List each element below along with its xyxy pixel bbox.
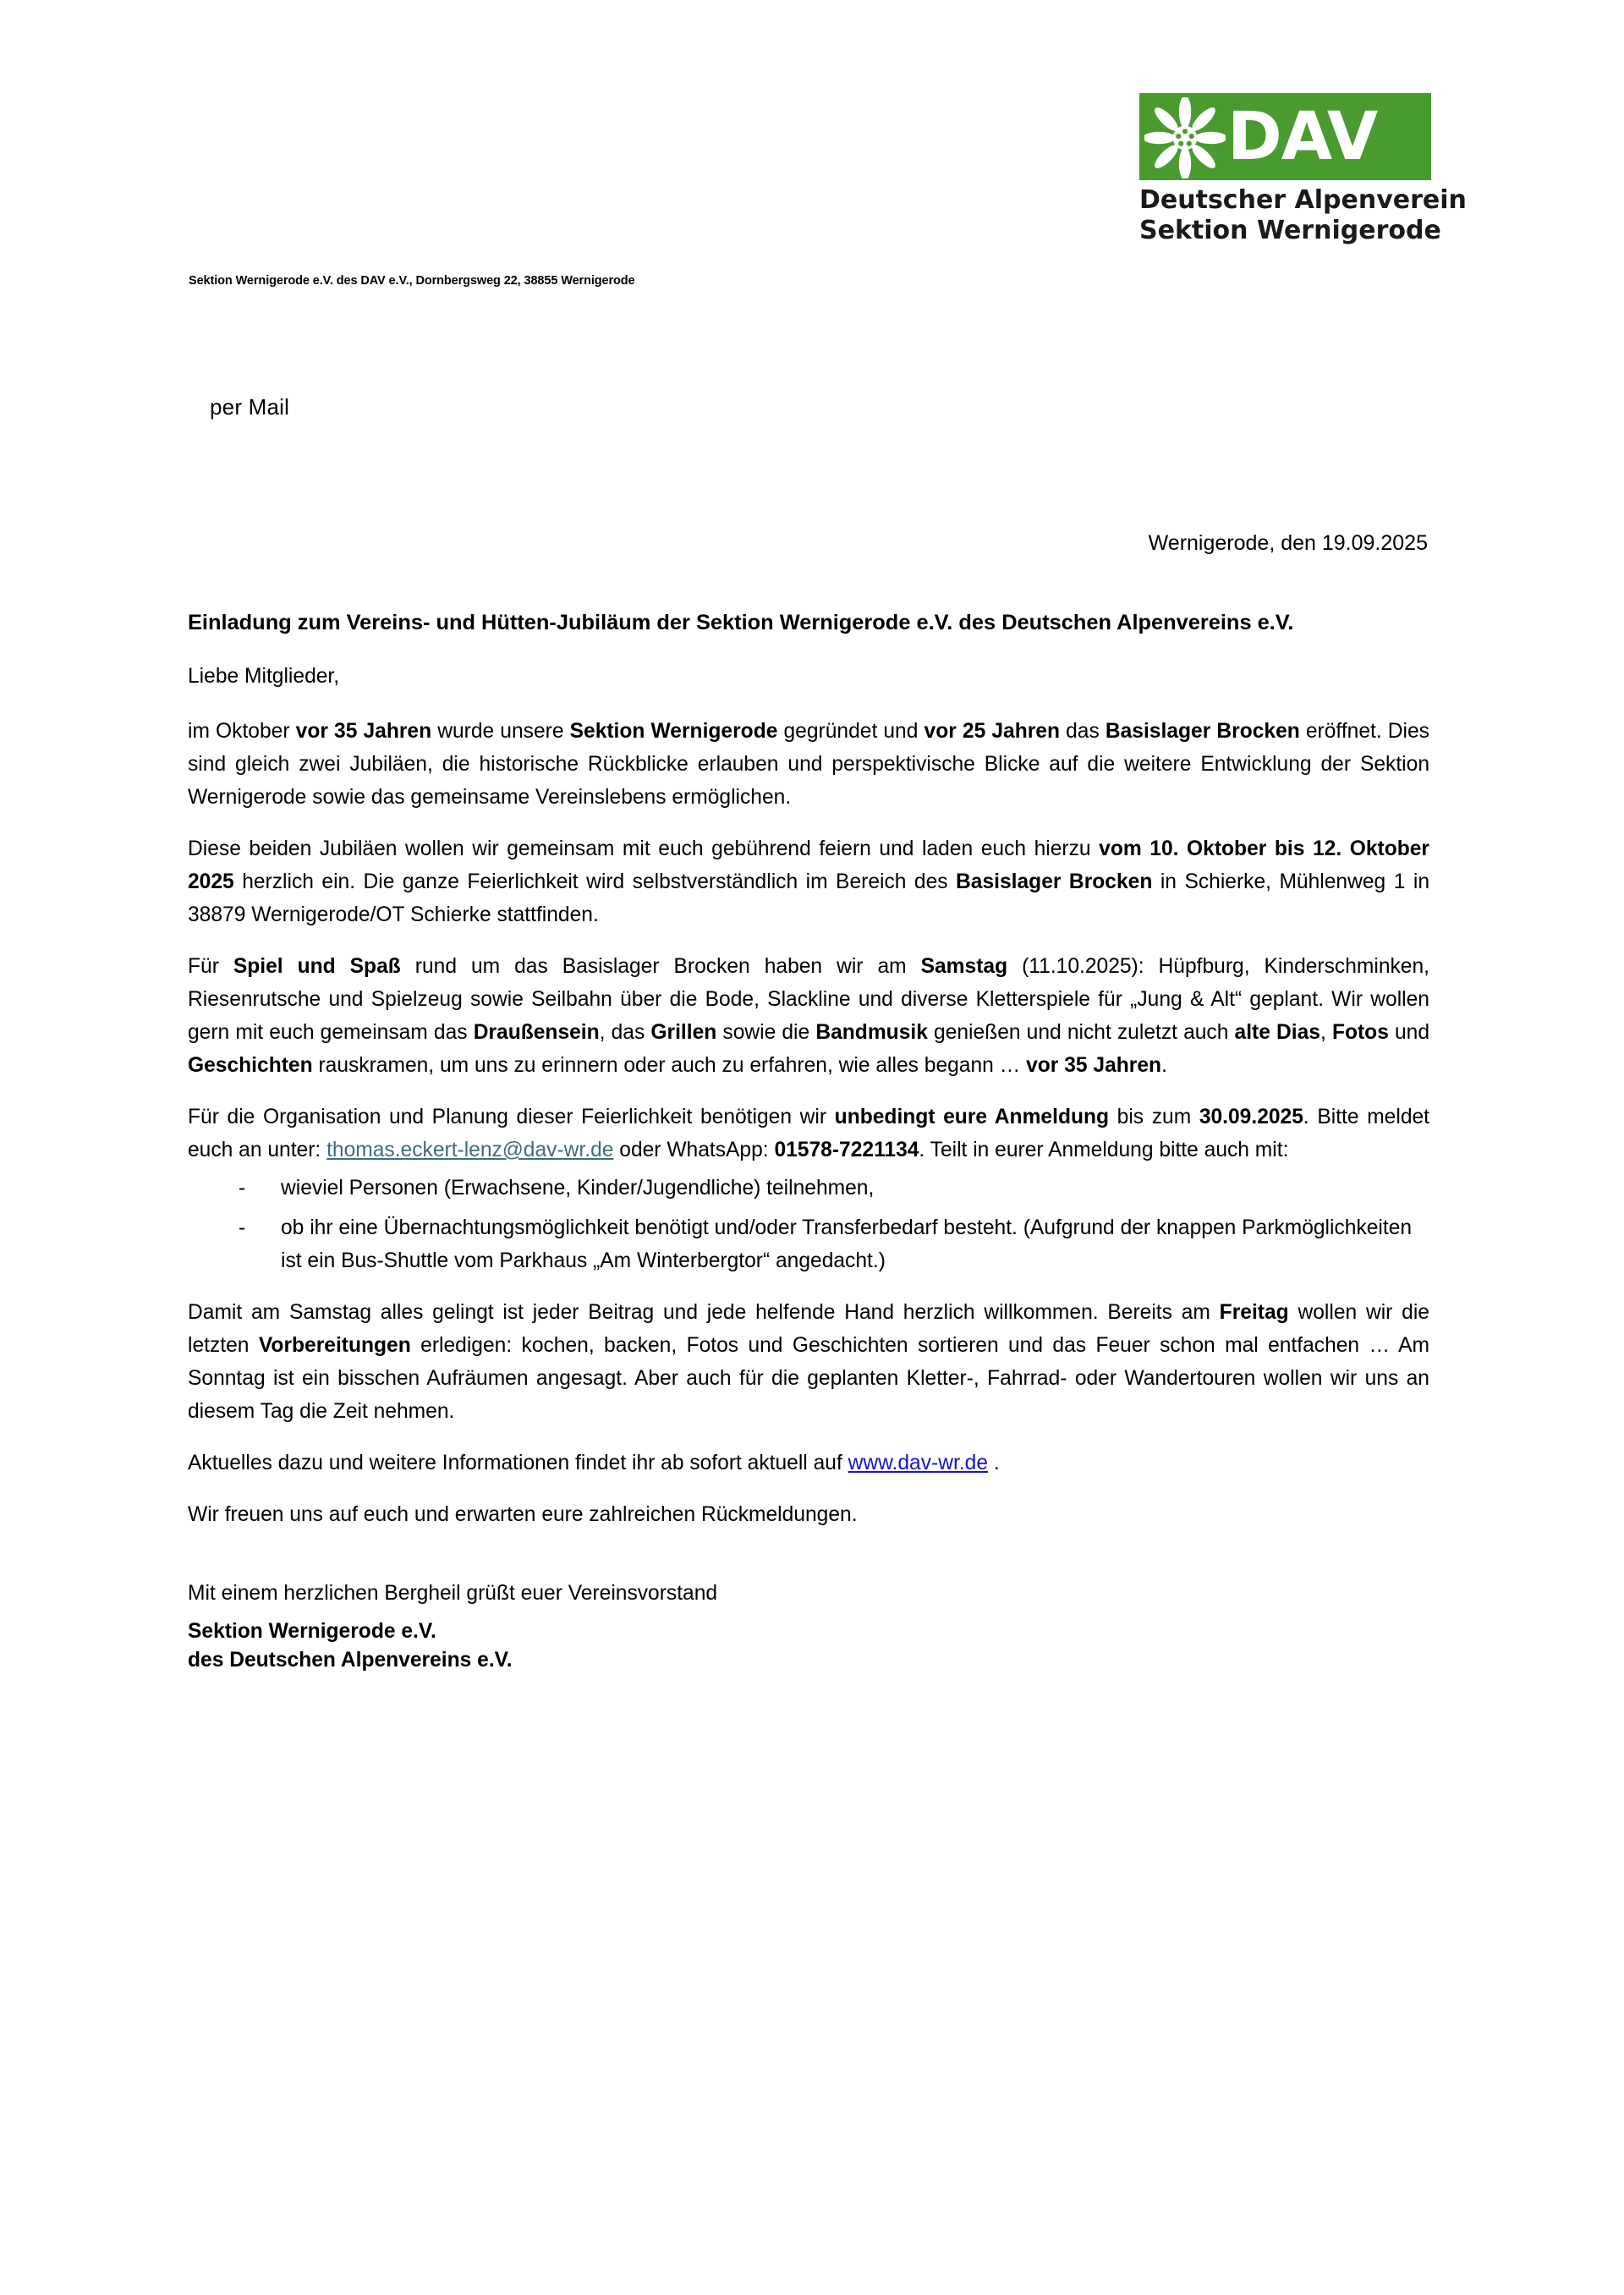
letter-body: [188, 607, 1429, 1675]
text-run-bold: Bandmusik: [815, 1021, 928, 1044]
text-run-bold: Fotos: [1331, 1021, 1389, 1044]
text-run: das: [1060, 720, 1106, 743]
text-run-bold: 01578-7221134: [774, 1139, 919, 1161]
text-run: ,: [1320, 1021, 1332, 1044]
text-run: genießen und nicht zuletzt auch: [927, 1021, 1235, 1044]
text-run: . Teilt in eurer Anmeldung bitte auch mit:: [919, 1139, 1289, 1161]
logo-org-line-2: Sektion Wernigerode: [1139, 216, 1441, 245]
signature-line-2: des Deutschen Alpenvereins e.V.: [188, 1649, 513, 1672]
text-run-bold: alte Dias: [1234, 1021, 1320, 1044]
bullet-marker: -: [239, 1177, 246, 1200]
text-run: Diese beiden Jubiläen wollen wir gemeinsam mit euch gebührend feiern und laden euch hierzu: [188, 837, 1100, 860]
signature-line-1: Sektion Wernigerode e.V.: [188, 1620, 436, 1643]
text-run-bold: 30.09.2025: [1199, 1106, 1303, 1128]
text-run-bold: vor 25 Jahren: [924, 720, 1060, 743]
paragraph-preparation: [188, 1296, 1429, 1428]
text-run: herzlich ein. Die ganze Feierlichkeit wird selbstverständlich im Bereich des: [233, 870, 957, 893]
text-run-bold: Grillen: [650, 1021, 717, 1044]
list-item-text: wieviel Personen (Erwachsene, Kinder/Jugendliche) teilnehmen,: [281, 1177, 875, 1200]
text-run: bis zum: [1109, 1106, 1199, 1128]
text-run: erledigen: kochen, backen, Fotos und Geschichten sortieren und das Feuer schon mal entfachen … Am Sonntag ist ein bisschen Aufräumen angesagt. Aber auch für die geplanten Kletter-, Fahrrad- oder Wandertouren wollen wir uns an diesem Tag die Zeit nehmen.: [188, 1334, 1429, 1423]
date-line: Wernigerode, den 19.09.2025: [1148, 531, 1428, 555]
dav-wordmark: DAV: [1227, 98, 1378, 175]
list-item: [188, 1172, 1429, 1205]
text-run: in Schierke, Mühlenweg 1 in 38879 Wernigerode/OT Schierke stattfinden.: [188, 870, 1429, 926]
list-item: [188, 1211, 1429, 1277]
text-run-bold: Draußensein: [473, 1021, 600, 1044]
text-run: im Oktober: [188, 720, 296, 743]
text-run: .: [988, 1452, 1000, 1474]
text-run: .: [1161, 1054, 1167, 1077]
text-run: rund um das Basislager Brocken haben wir am: [400, 955, 921, 978]
text-run: (11.10.2025): Hüpfburg, Kinderschminken, Riesenrutsche und Spielzeug sowie Seilbahn über die Bode, Slackline und diverse Kletterspiele für „Jung & Alt“ geplant. Wir wollen gern mit euch gemeinsam das: [188, 955, 1429, 1044]
text-run: wurde unsere: [431, 720, 570, 743]
text-run: Für die Organisation und Planung dieser Feierlichkeit benötigen wir: [188, 1106, 835, 1128]
text-run-bold: vor 35 Jahren: [1026, 1054, 1162, 1077]
text-run: wollen wir die letzten: [188, 1301, 1429, 1357]
text-run: gegründet und: [777, 720, 924, 743]
delivery-note: per Mail: [210, 394, 290, 420]
text-run: und: [1388, 1021, 1430, 1044]
text-run-bold: Basislager Brocken: [956, 870, 1153, 893]
edelweiss-icon: [1144, 97, 1226, 178]
text-run-bold: vom 10. Oktober bis 12. Oktober 2025: [188, 837, 1429, 893]
logo-org-line-1: Deutscher Alpenverein: [1139, 185, 1467, 215]
registration-details-list: [188, 1172, 1429, 1277]
text-run: eröffnet. Dies sind gleich zwei Jubiläen, die historische Rückblicke erlauben und perspektivische Blicke auf die weitere Entwicklung der Sektion Wernigerode sowie das gemeinsame Vereinslebens ermöglichen.: [188, 720, 1429, 809]
subject-heading: Einladung zum Vereins- und Hütten-Jubiläum der Sektion Wernigerode e.V. des Deutschen Alpenvereins e.V.: [188, 611, 1294, 634]
text-run-bold: Sektion Wernigerode: [569, 720, 778, 743]
text-run: . Bitte meldet euch an unter:: [188, 1106, 1430, 1161]
dav-logo: [1139, 93, 1467, 246]
paragraph-registration: [188, 1101, 1429, 1167]
list-item-text: ob ihr eine Übernachtungsmöglichkeit benötigt und/oder Transferbedarf besteht. (Aufgrund der knappen Parkmöglichkeiten ist ein Bus-Shuttle vom Parkhaus „Am Winterbergtor“ angedacht.): [281, 1216, 1413, 1272]
text-run-bold: Samstag: [920, 955, 1008, 978]
text-run-bold: Freitag: [1219, 1301, 1289, 1324]
text-run-bold: Spiel und Spaß: [233, 955, 401, 978]
website-link[interactable]: www.dav-wr.de: [848, 1452, 989, 1474]
email-link[interactable]: thomas.eckert-lenz@dav-wr.de: [326, 1139, 614, 1161]
dav-logo-green-bar: [1139, 93, 1431, 180]
paragraph-program: [188, 950, 1429, 1082]
signature-block: [188, 1578, 1429, 1675]
paragraph-website: [188, 1447, 1429, 1480]
salutation: Liebe Mitglieder,: [188, 665, 340, 688]
text-run-bold: Geschichten: [188, 1054, 313, 1077]
paragraph-closing-note: Wir freuen uns auf euch und erwarten eure zahlreichen Rückmeldungen.: [188, 1503, 858, 1526]
paragraph-founding: [188, 715, 1429, 814]
text-run-bold: Basislager Brocken: [1105, 720, 1300, 743]
text-run: , das: [599, 1021, 651, 1044]
text-run-bold: unbedingt eure Anmeldung: [834, 1106, 1110, 1128]
paragraph-invitation: [188, 832, 1429, 931]
text-run: oder WhatsApp:: [613, 1139, 775, 1161]
closing-greeting: Mit einem herzlichen Bergheil grüßt euer Vereinsvorstand: [188, 1582, 718, 1605]
bullet-marker: -: [239, 1216, 246, 1239]
return-address: Sektion Wernigerode e.V. des DAV e.V., Dornbergsweg 22, 38855 Wernigerode: [189, 274, 635, 288]
text-run: rauskramen, um uns zu erinnern oder auch zu erfahren, wie alles begann …: [312, 1054, 1027, 1077]
text-run-bold: vor 35 Jahren: [295, 720, 432, 743]
text-run: Aktuelles dazu und weitere Informationen findet ihr ab sofort aktuell auf: [188, 1452, 848, 1474]
text-run: sowie die: [716, 1021, 816, 1044]
text-run: Damit am Samstag alles gelingt ist jeder Beitrag und jede helfende Hand herzlich willkommen. Bereits am: [188, 1301, 1220, 1324]
text-run-bold: Vorbereitungen: [258, 1334, 411, 1357]
text-run: Für: [188, 955, 233, 978]
